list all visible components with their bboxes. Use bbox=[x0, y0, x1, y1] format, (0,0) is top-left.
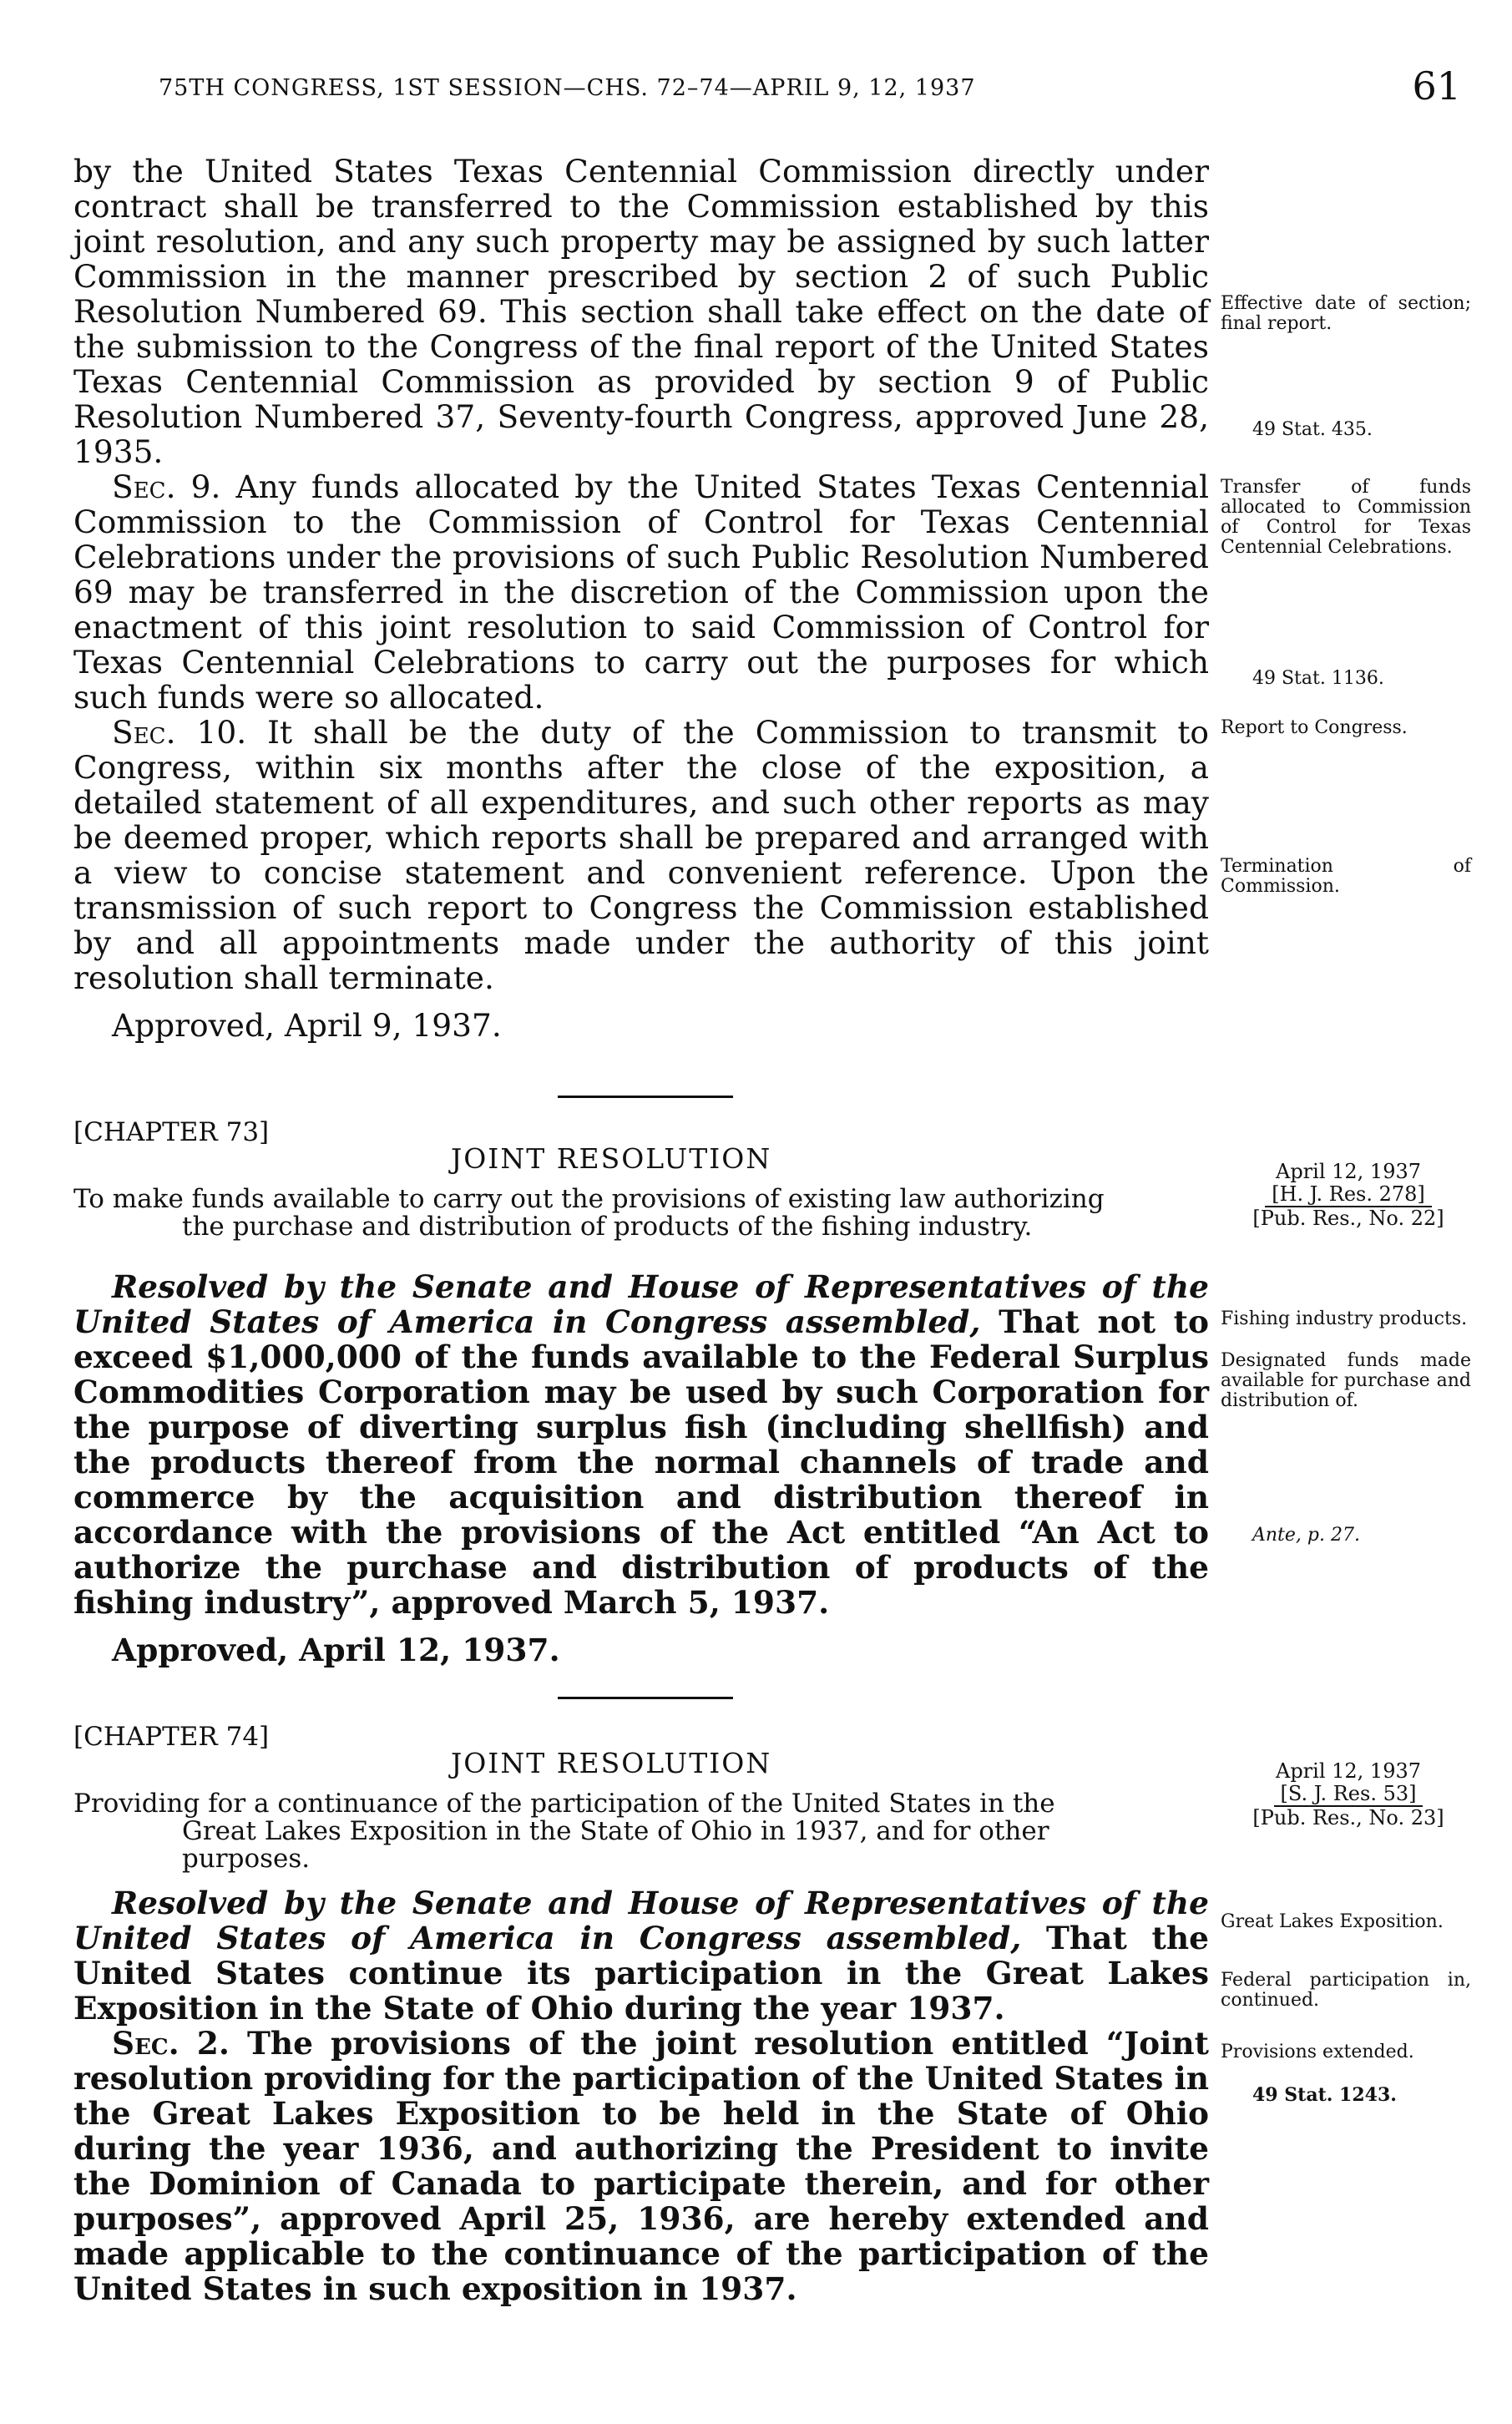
chapter-73-purpose-line-1: To make funds available to carry out the provisions of existing law authorizing bbox=[73, 1184, 1105, 1214]
chapter-74-section-2-text: The provisions of the joint resolution entitled “Joint resolution providing for the participation of the United States in the Great Lakes Exposition to be held in the State of Ohio during the year 1936, and authorizing the President to invite the Dominion of Canada to participate therein, and for other purposes”, approved April 25, 1936, are hereby extended and made applicable to the continuance of the participation of the United States in such exposition in 1937. bbox=[73, 2025, 1209, 2307]
margin-note-effective-date: Effective date of section; final report. bbox=[1221, 293, 1471, 334]
section-divider-2 bbox=[558, 1697, 733, 1699]
chapter-73-pub-res: [Pub. Res., No. 22] bbox=[1252, 1207, 1444, 1230]
section-9-label: Sec. 9. bbox=[112, 468, 221, 505]
chapter-73-label: [CHAPTER 73] bbox=[73, 1117, 270, 1147]
section-9 bbox=[73, 469, 1209, 715]
chapter-74-resolved-intro: Resolved by the Senate and House of Representatives of the United States of America in Congress assembled, bbox=[73, 1885, 1209, 1956]
margin-note-transfer-of-funds: Transfer of funds allocated to Commission of Control for Texas Centennial Celebrations. bbox=[1221, 477, 1471, 558]
chapter-74-purpose-line-2: Great Lakes Exposition in the State of Ohio in 1937, and for other bbox=[182, 1816, 1049, 1846]
chapter-73-resolution bbox=[73, 1269, 1209, 1620]
paragraph-continuation: by the United States Texas Centennial Commission directly under contract shall be transferred to the Commission established by this joint resolution, and any such property may be assigned by such latter Commission in the manner prescribed by section 2 of such Public Resolution Numbered 69. This section shall take effect on the date of the submission to the Congress of the final report of the United States Texas Centennial Commission as provided by section 9 of Public Resolution Numbered 37, Seventy-fourth Congress, approved June 28, 1935. bbox=[73, 153, 1209, 470]
chapter-74-heading: JOINT RESOLUTION bbox=[451, 1747, 772, 1779]
chapter-73-heading: JOINT RESOLUTION bbox=[451, 1142, 772, 1175]
chapter-74-purpose bbox=[73, 1790, 1209, 1873]
approved-line-ch73: Approved, April 12, 1937. bbox=[112, 1632, 560, 1668]
chapter-73-resolved-intro: Resolved by the Senate and House of Representatives of the United States of America in Congress assembled, bbox=[73, 1268, 1209, 1340]
chapter-74-date: April 12, 1937 bbox=[1275, 1759, 1422, 1783]
chapter-74-bill-number: [S. J. Res. 53] bbox=[1274, 1783, 1424, 1807]
margin-note-designated-funds: Designated funds made available for purchase and distribution of. bbox=[1221, 1350, 1471, 1411]
chapter-74-section-2 bbox=[73, 2026, 1209, 2306]
chapter-74-body bbox=[73, 1885, 1209, 2306]
margin-note-provisions-extended: Provisions extended. bbox=[1221, 2042, 1414, 2062]
chapter-74-purpose-line-1: Providing for a continuance of the participation of the United States in the bbox=[73, 1789, 1055, 1819]
chapter-73-resolution-text: That not to exceed $1,000,000 of the funds available to the Federal Surplus Commodities Corporation may be used by such Corporation for the purpose of diverting surplus fish (including shellfish) and the products thereof from the normal channels of trade and commerce by the acquisition and distribution thereof in accordance with the provisions of the Act entitled “An Act to authorize the purchase and distribution of products of the fishing industry”, approved March 5, 1937. bbox=[73, 1303, 1209, 1621]
chapter-73-date-block bbox=[1236, 1161, 1461, 1230]
chapter-73-date: April 12, 1937 bbox=[1275, 1160, 1422, 1183]
margin-note-ante: Ante, p. 27. bbox=[1252, 1525, 1360, 1546]
chapter-74-resolution-text: That the United States continue its participation in the Great Lakes Exposition in the State of Ohio during the year 1937. bbox=[73, 1920, 1209, 2027]
section-10-text: It shall be the duty of the Commission to transmit to Congress, within six months after the close of the exposition, a detailed statement of all expenditures, and such other reports as may be deemed proper, which reports shall be prepared and arranged with a view to concise statement and convenient reference. Upon the transmission of such report to Congress the Commission established by and all appointments made under the authority of this joint resolution shall terminate. bbox=[73, 714, 1210, 996]
chapter-73-purpose bbox=[73, 1186, 1209, 1241]
section-10 bbox=[73, 715, 1209, 995]
margin-note-stat-1243: 49 Stat. 1243. bbox=[1252, 2084, 1397, 2106]
chapter-74-section-2-label: Sec. 2. bbox=[112, 2025, 230, 2062]
section-divider-1 bbox=[558, 1096, 733, 1098]
section-9-text: Any funds allocated by the United States Texas Centennial Commission to the Commission of Control for Texas Centennial Celebrations under the provisions of such Public Resolution Numbered 69 may be transferred in the discretion of the Commission upon the enactment of this joint resolution to said Commission of Control for Texas Centennial Celebrations to carry out the purposes for which such funds were so allocated. bbox=[73, 468, 1209, 716]
chapter-74-label: [CHAPTER 74] bbox=[73, 1722, 270, 1752]
chapter-72-continuation bbox=[73, 154, 1209, 1044]
approved-line-ch72: Approved, April 9, 1937. bbox=[112, 1007, 502, 1044]
running-head: 75TH CONGRESS, 1ST SESSION—CHS. 72–74—APRIL 9, 12, 1937 bbox=[159, 75, 976, 101]
chapter-73-bill-number: [H. J. Res. 278] bbox=[1265, 1183, 1432, 1207]
chapter-74-pub-res: [Pub. Res., No. 23] bbox=[1252, 1806, 1444, 1829]
margin-note-report-to-congress: Report to Congress. bbox=[1221, 717, 1408, 738]
section-10-label: Sec. 10. bbox=[112, 714, 247, 751]
margin-note-great-lakes: Great Lakes Exposition. bbox=[1221, 1911, 1444, 1932]
margin-note-stat-1136: 49 Stat. 1136. bbox=[1252, 668, 1384, 689]
margin-note-termination: Termination of Commission. bbox=[1221, 856, 1471, 897]
page-number: 61 bbox=[1412, 63, 1461, 109]
chapter-74-purpose-line-3: purposes. bbox=[182, 1844, 311, 1874]
running-header bbox=[159, 60, 1461, 110]
margin-note-fishing-industry: Fishing industry products. bbox=[1221, 1308, 1468, 1329]
margin-note-federal-participation: Federal participation in, continued. bbox=[1221, 1970, 1471, 2011]
chapter-73-purpose-line-2: the purchase and distribution of products of the fishing industry. bbox=[182, 1212, 1033, 1242]
chapter-74-resolution bbox=[73, 1885, 1209, 2026]
chapter-73-body bbox=[73, 1269, 1209, 1668]
margin-note-stat-435: 49 Stat. 435. bbox=[1252, 419, 1373, 440]
chapter-74-date-block bbox=[1236, 1760, 1461, 1829]
